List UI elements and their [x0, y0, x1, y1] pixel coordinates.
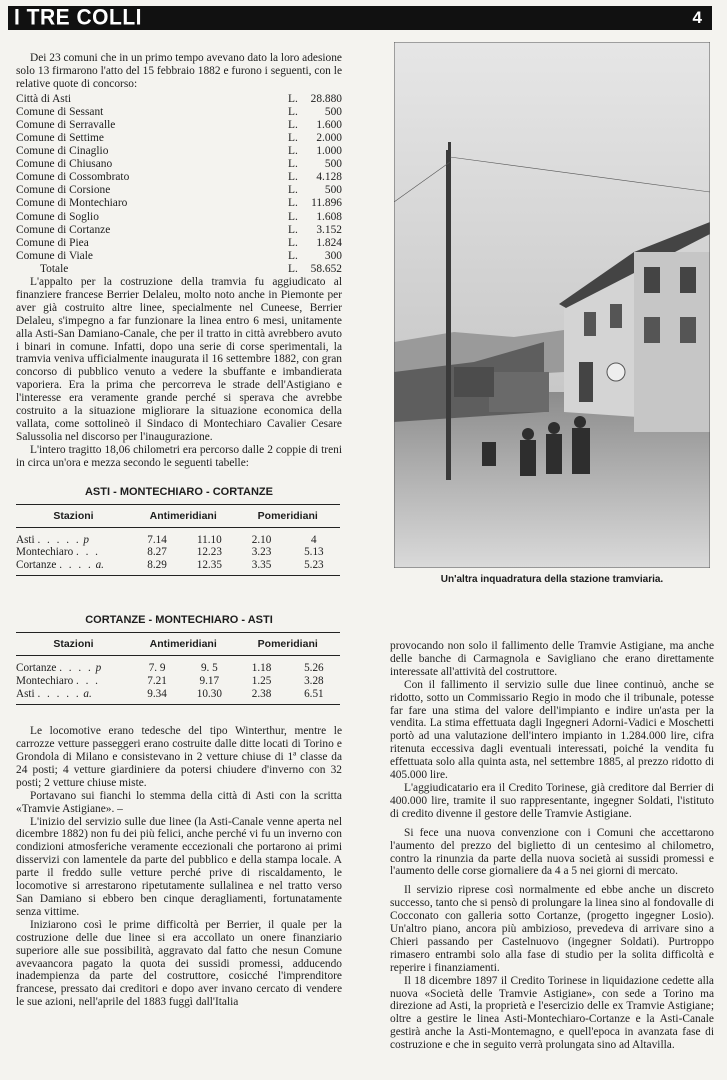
departure-arrival-mark: p: [95, 662, 102, 675]
time-cell: 7.21: [147, 675, 167, 687]
contribution-row: [16, 132, 342, 145]
contribution-row: [16, 237, 342, 250]
station-cell: [16, 527, 131, 546]
paragraph: Portavano sui fianchi lo stemma della città di Asti con la scritta «Tramvie Astigiane». –: [16, 789, 342, 815]
timetable-row: [16, 527, 340, 546]
column-header: Stazioni: [16, 504, 131, 527]
time-cell: 1.18: [251, 662, 272, 675]
time-cell: 2.10: [251, 533, 272, 546]
contribution-amount: 1.608: [316, 210, 342, 223]
column-header: Antimeridiani: [131, 633, 236, 656]
paragraph: provocando non solo il fallimento delle Tramvie Astigiane, ma anche delle banche di Carmagnola e Savigliano che erano direttamente interessate all'attività del costruttore.: [390, 640, 714, 678]
paragraph: L'appalto per la costruzione della tramvia fu aggiudicato al finanziere francese Berrier Delaleu, molto noto anche in Piemonte per aver già costruito altre linee, specialmente nel Cuneese, Berrier Delaleu, s'impegno a far funzionare la linea entro 6 mesi, unitamente alla Asti-San Damiano-Canale, che per il tratto in città avrebbero avuto i binari in comune. Infatti, dopo una serie di corse sperimentali, la tramvia veniva ufficialmente inaugurata il 16 settembre 1882, con gran concorso di pubblico venuto a vedere la sbuffante e imbandierata vaporiera. Era la prima che percorreva le strade dell'Astigiano e l'interesse era veramente grande perché si sperava che avrebbe costruito a la situazione migliorare la situazione economica della vallata, come sottolineò il Sindaco di Montechiaro Cavalier Cesare Salussolia nel discorso per l'inaugurazione.: [16, 276, 342, 443]
currency-label: L.: [288, 105, 298, 118]
tram-station-photo: [394, 42, 710, 568]
paragraph: L'inizio del servizio sulle due linee (la Asti-Canale venne aperta nel dicembre 1882) non fu dei più felici, anche perché vi fu un inverno con condizioni atmosferiche veramente eccezionali che portarono ai primi disservizi con lamentele da parte del pubblico e della stampa locale. A parte il freddo sulle vetture perché prive di riscaldamento, le locomotive si arrestarono ripetutamente sullalinea e nel tratto verso San Damiano si ebbero ben cinque deragliamenti, fortunatamente senza vittime.: [16, 815, 342, 918]
contribution-row: [16, 184, 342, 197]
contribution-row: [16, 171, 342, 184]
time-cell: 5.23: [288, 559, 340, 576]
timetable-table: [16, 504, 340, 577]
column-header: Antimeridiani: [131, 504, 236, 527]
timetable-asti-cortanze: [16, 486, 342, 577]
time-cell: 8.27: [147, 546, 167, 559]
paragraph: Si fece una nuova convenzione con i Comuni che accettarono l'aumento del prezzo del biglietto di un centesimo al chilometro, contro la rinunzia da parte della nuova società ai sussidi promessi e l'aumento delle corse giornaliere da 4 a 5 nei giorni di mercato.: [390, 826, 714, 878]
time-cell: 5.26: [304, 662, 324, 675]
time-cell: 1.25: [251, 675, 272, 687]
contribution-amount: 1.600: [316, 118, 342, 131]
currency-label: L.: [288, 118, 298, 131]
paragraph: L'aggiudicatario era il Credito Torinese, già creditore dal Berrier di 400.000 lire, tramite il suo rappresentante, ingegner Soldati, l'istituto di credito divenne il gestore delle Tramvie Astigiane.: [390, 781, 714, 820]
departure-arrival-mark: a.: [83, 687, 92, 700]
currency-label: L.: [288, 197, 298, 210]
magazine-title: I TRE COLLI: [14, 5, 142, 30]
contribution-amount: 28.880: [310, 92, 342, 105]
timetable-row: [16, 675, 340, 688]
timetable-row: [16, 546, 340, 559]
currency-label: L.: [288, 92, 298, 105]
time-cell: 10.30: [183, 688, 235, 705]
station-cell: [16, 675, 131, 688]
station-name: Asti: [16, 687, 35, 700]
contribution-list: [16, 93, 342, 276]
intro-paragraph: Dei 23 comuni che in un primo tempo avevano dato la loro adesione solo 13 firmarono l'atto del 15 febbraio 1882 e furono i seguenti, con le relative quote di concorso:: [16, 52, 342, 90]
municipality-name: Comune di Piea: [16, 236, 89, 249]
paragraph: Il servizio riprese così normalmente ed ebbe anche un discreto successo, tanto che si pensò di prolungare la linea sino al fondovalle di Cocconato con galleria sotto Cortanze, (progetto ingegner Losio). Un'altro piano, ancora più ambizioso, prevedeva di arrivare sino a Chieri passando per Castelnuovo (ingegner Soldati). Purtroppo rimasero entrambi solo alla fase di studio per la solita difficoltà e reperire i finanziamenti.: [390, 884, 714, 974]
municipality-name: Comune di Viale: [16, 249, 93, 262]
contribution-row: [16, 197, 342, 210]
contribution-amount: 3.152: [316, 223, 342, 236]
time-cell: 7. 9: [148, 662, 166, 675]
currency-label: L.: [288, 236, 298, 249]
right-column: [390, 640, 714, 1052]
time-cell: 8.29: [131, 559, 183, 576]
time-cell: 3.23: [251, 546, 272, 559]
contribution-row: [16, 93, 342, 106]
station-name: Asti: [16, 533, 35, 546]
currency-label: L.: [288, 145, 298, 158]
contribution-amount: 4.128: [316, 171, 342, 184]
currency-label: L.: [288, 171, 298, 184]
municipality-name: Comune di Cinaglio: [16, 145, 109, 158]
time-cell: 2.38: [235, 688, 287, 705]
timetable-row: [16, 559, 340, 576]
time-cell: 12.35: [183, 559, 235, 576]
column-header: Stazioni: [16, 633, 131, 656]
contribution-row: [16, 224, 342, 237]
station-name: Cortanze: [16, 558, 57, 571]
contribution-amount: 500: [324, 105, 342, 118]
time-cell: 3.28: [304, 675, 324, 687]
station-cell: [16, 656, 131, 675]
municipality-name: Comune di Chiusano: [16, 158, 113, 171]
station-cell: [16, 559, 131, 576]
left-column: [16, 52, 342, 1009]
municipality-name: Città di Asti: [16, 92, 72, 105]
station-cell: [16, 546, 131, 559]
time-cell: 11.10: [196, 533, 222, 546]
municipality-name: Comune di Cossombrato: [16, 171, 130, 184]
contribution-amount: 500: [324, 184, 342, 197]
contribution-row: [16, 106, 342, 119]
leader-dots: . . .: [75, 675, 100, 687]
municipality-name: Comune di Settime: [16, 132, 104, 144]
municipality-name: Comune di Sessant: [16, 105, 104, 118]
contribution-row: [16, 158, 342, 171]
timetable-cortanze-asti: [16, 614, 342, 705]
timetable-table: [16, 632, 340, 705]
currency-label: L.: [288, 158, 298, 171]
paragraph: Iniziarono così le prime difficoltà per Berrier, il quale per la costruzione delle due linee si era accollato un onere finanziario superiore alle sue possibilità, aggravato dal fatto che nesun Comune avevaancora pagato la quota dei sussidi promessi, adducendo inadempienza da parte del costruttore, cosicché l'imprenditore francese, pressato dai creditori e dopo aver invano cercato di vendere le sue azioni, nell'aprile del 1883 fuggì dall'Italia: [16, 918, 342, 1009]
time-cell: 6.51: [288, 688, 340, 705]
time-cell: 4: [311, 533, 317, 546]
municipality-name: Comune di Montechiaro: [16, 197, 128, 210]
page-number: 4: [692, 8, 702, 27]
column-header: Pomeridiani: [235, 633, 340, 656]
municipality-name: Comune di Corsione: [16, 184, 111, 197]
photo-caption: Un'altra inquadratura della stazione tramviaria.: [440, 574, 664, 585]
paragraph: Le locomotive erano tedesche del tipo Winterthur, mentre le carrozze vetture passeggeri erano costruite dalle ditte locati di Torino e Grondola di Milano e consistevano in 2 vetture chiuse di 1ª classe da 24 posti; 4 vetture giardiniere da potersi chiudere d'inverno con 32 posti; 2 vetture chiuse miste.: [16, 725, 342, 789]
station-name: Montechiaro: [16, 675, 74, 687]
timetable-header-row: [16, 633, 340, 656]
currency-label: L.: [288, 223, 298, 236]
total-label: Totale: [40, 262, 69, 275]
time-cell: 9. 5: [200, 662, 218, 675]
timetable-row: [16, 656, 340, 675]
leader-dots: . . . . .: [37, 533, 81, 546]
column-header: Pomeridiani: [235, 504, 340, 527]
municipality-name: Comune di Soglio: [16, 210, 99, 223]
contribution-row: [16, 119, 342, 132]
paragraph: Con il fallimento il servizio sulle due linee continuò, anche se ridotto, sotto un Commissario Regio in modo che il tribunale, potesse far fare una stima del valore dell'impianto e indire un'asta per la vendita. La stima effettuata dagli Ingegneri Adorni-Vadici e Moschetti portò ad una valutazione dell'intero impianto in 1.284.000 lire, cifra ritenuta eccessiva dagli eventuali interessati, poiché la vendita fu effettuata solo alla quinta asta, nel settembre 1885, al prezzo ridotto di 405.000 lire.: [390, 678, 714, 782]
currency-label: L.: [288, 210, 298, 223]
page-header: [8, 6, 712, 30]
municipality-name: Comune di Serravalle: [16, 118, 116, 131]
time-cell: 5.13: [304, 546, 324, 559]
leader-dots: . . . .: [59, 558, 93, 571]
contribution-amount: 1.000: [316, 145, 342, 158]
contribution-row: [16, 211, 342, 224]
contribution-amount: 300: [324, 249, 342, 262]
contribution-row: [16, 145, 342, 158]
time-cell: 3.35: [235, 559, 287, 576]
departure-arrival-mark: p: [83, 533, 90, 546]
total-amount: 58.652: [310, 262, 342, 275]
departure-arrival-mark: a.: [95, 558, 104, 571]
currency-label: L.: [288, 132, 298, 144]
time-cell: 9.34: [131, 688, 183, 705]
currency-label: L.: [288, 249, 298, 262]
timetable-title: CORTANZE - MONTECHIARO - ASTI: [85, 614, 273, 627]
contribution-amount: 2.000: [316, 132, 342, 144]
timetable-row: [16, 688, 340, 705]
leader-dots: . . .: [75, 546, 100, 559]
time-cell: 9.17: [199, 675, 220, 687]
timetable-title: ASTI - MONTECHIARO - CORTANZE: [84, 485, 273, 498]
station-name: Montechiaro: [16, 546, 74, 559]
municipality-name: Comune di Cortanze: [16, 223, 111, 236]
leader-dots: . . . .: [59, 662, 93, 675]
paragraph: L'intero tragitto 18,06 chilometri era percorso dalle 2 coppie di treni in circa un'ora e mezza secondo le seguenti tabelle:: [16, 443, 342, 469]
photo-illustration: [394, 42, 710, 568]
contribution-row: [16, 250, 342, 263]
contribution-amount: 500: [324, 158, 342, 171]
contribution-amount: 11.896: [311, 197, 342, 210]
currency-label: L.: [288, 262, 298, 275]
paragraph: Il 18 dicembre 1897 il Credito Torinese in liquidazione cedette alla nuova «Società delle Tramvie Astigiane», con sede a Torino ma direzione ad Asti, la proprietà e l'esercizio delle ex Tramvie Astigiane; oltre a gestire le linea Asti-Montechiaro-Cortanze e la Asti-Canale gestirà anche la Asti-Montemagno, e quell'epoca in avanzata fase di costruzione e che in seguito verrà prolungata sino ad Altavilla.: [390, 974, 714, 1052]
time-cell: 7.14: [147, 533, 167, 546]
time-cell: 12.23: [196, 546, 222, 559]
timetable-header-row: [16, 504, 340, 527]
leader-dots: . . . . .: [37, 687, 81, 700]
station-name: Cortanze: [16, 662, 57, 675]
contribution-amount: 1.824: [316, 236, 342, 249]
contribution-total-row: [16, 263, 342, 276]
currency-label: L.: [288, 184, 298, 197]
station-cell: [16, 688, 131, 705]
